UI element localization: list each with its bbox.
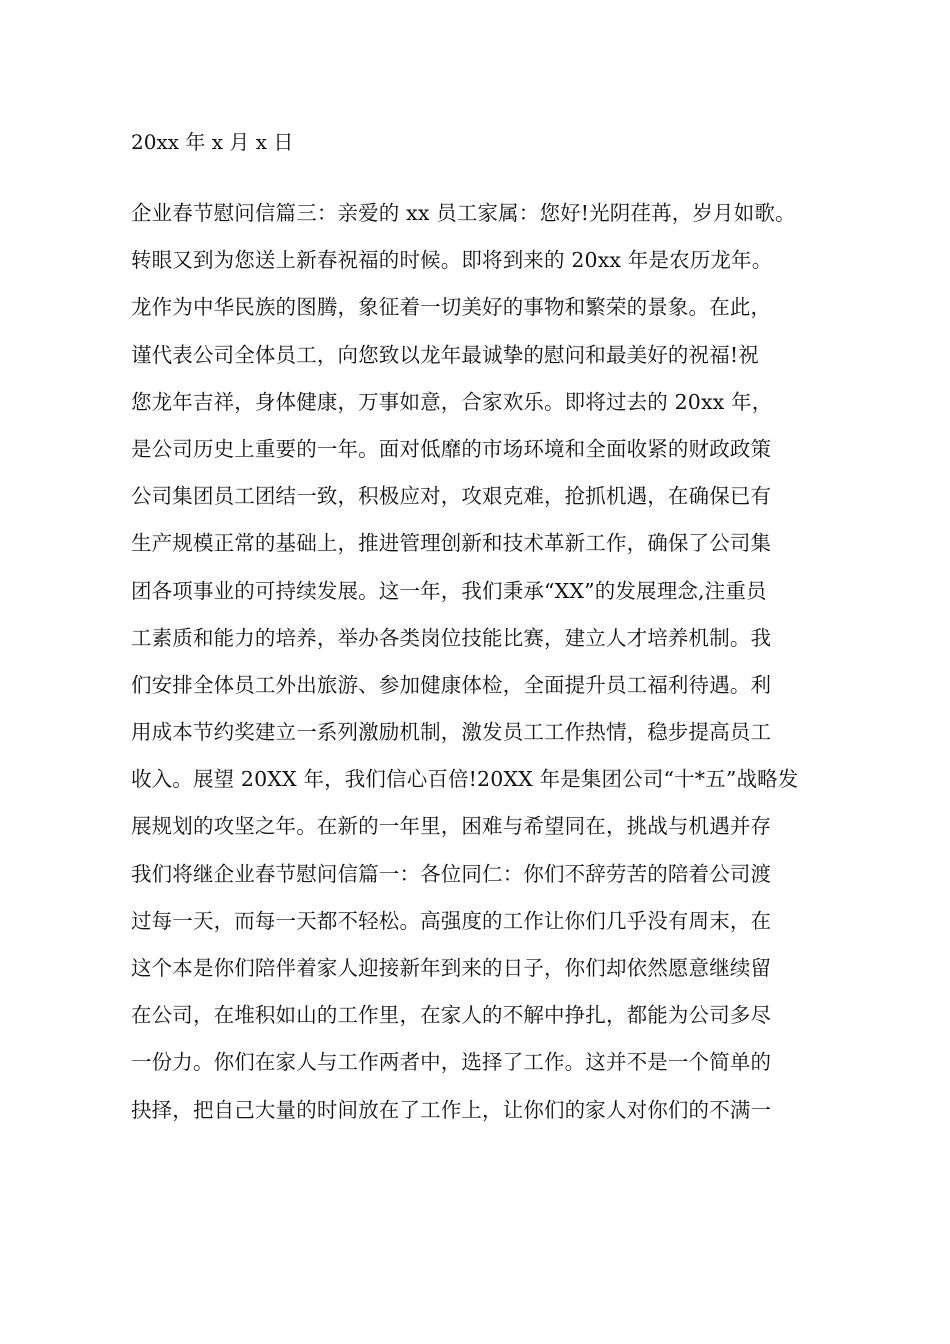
text-line: 用成本节约奖建立一系列激励机制，激发员工工作热情，稳步提高员工: [131, 720, 772, 745]
text-line: 一份力。你们在家人与工作两者中，选择了工作。这并不是一个简单的: [131, 1050, 772, 1075]
text-line: 龙作为中华民族的图腾，象征着一切美好的事物和繁荣的景象。在此，: [131, 295, 772, 320]
text-line: 过每一天，而每一天都不轻松。高强度的工作让你们几乎没有周末，在: [131, 908, 772, 933]
text-line: 团各项事业的可持续发展。这一年，我们秉承“XX”的发展理念,注重员: [131, 578, 767, 603]
text-line: 们安排全体员工外出旅游、参加健康体检，全面提升员工福利待遇。利: [131, 672, 772, 697]
letter-body: [131, 190, 831, 1134]
text-line: 谨代表公司全体员工，向您致以龙年最诚挚的慰问和最美好的祝福!祝: [131, 342, 759, 367]
text-line: 生产规模正常的基础上，推进管理创新和技术革新工作，确保了公司集: [131, 531, 772, 556]
text-line: 在公司，在堆积如山的工作里，在家人的不解中挣扎，都能为公司多尽: [131, 1003, 772, 1028]
text-line: 公司集团员工团结一致，积极应对，攻艰克难，抢抓机遇，在确保已有: [131, 484, 772, 509]
text-line: 展规划的攻坚之年。在新的一年里，困难与希望同在，挑战与机遇并存: [131, 814, 772, 839]
text-line: 您龙年吉祥，身体健康，万事如意，合家欢乐。即将过去的 20xx 年，: [131, 389, 773, 414]
text-line: 这个本是你们陪伴着家人迎接新年到来的日子，你们却依然愿意继续留: [131, 956, 772, 980]
text-line: 转眼又到为您送上新春祝福的时候。即将到来的 20xx 年是农历龙年。: [131, 248, 773, 273]
text-line: 是公司历史上重要的一年。面对低靡的市场环境和全面收紧的财政政策: [131, 436, 772, 461]
text-line: 工素质和能力的培养，举办各类岗位技能比赛，建立人才培养机制。我: [131, 625, 772, 650]
text-line: 抉择，把自己大量的时间放在了工作上，让你们的家人对你们的不满一: [131, 1097, 772, 1122]
text-line: 企业春节慰问信篇三：亲爱的 xx 员工家属：您好!光阴荏苒，岁月如歌。: [131, 201, 796, 225]
text-line: 我们将继企业春节慰问信篇一：各位同仁：你们不辞劳苦的陪着公司渡: [131, 861, 772, 886]
text-line: 收入。展望 20XX 年，我们信心百倍!20XX 年是集团公司“十*五”战略发: [131, 767, 799, 792]
letter-date: 20xx 年 x 月 x 日: [131, 130, 294, 154]
